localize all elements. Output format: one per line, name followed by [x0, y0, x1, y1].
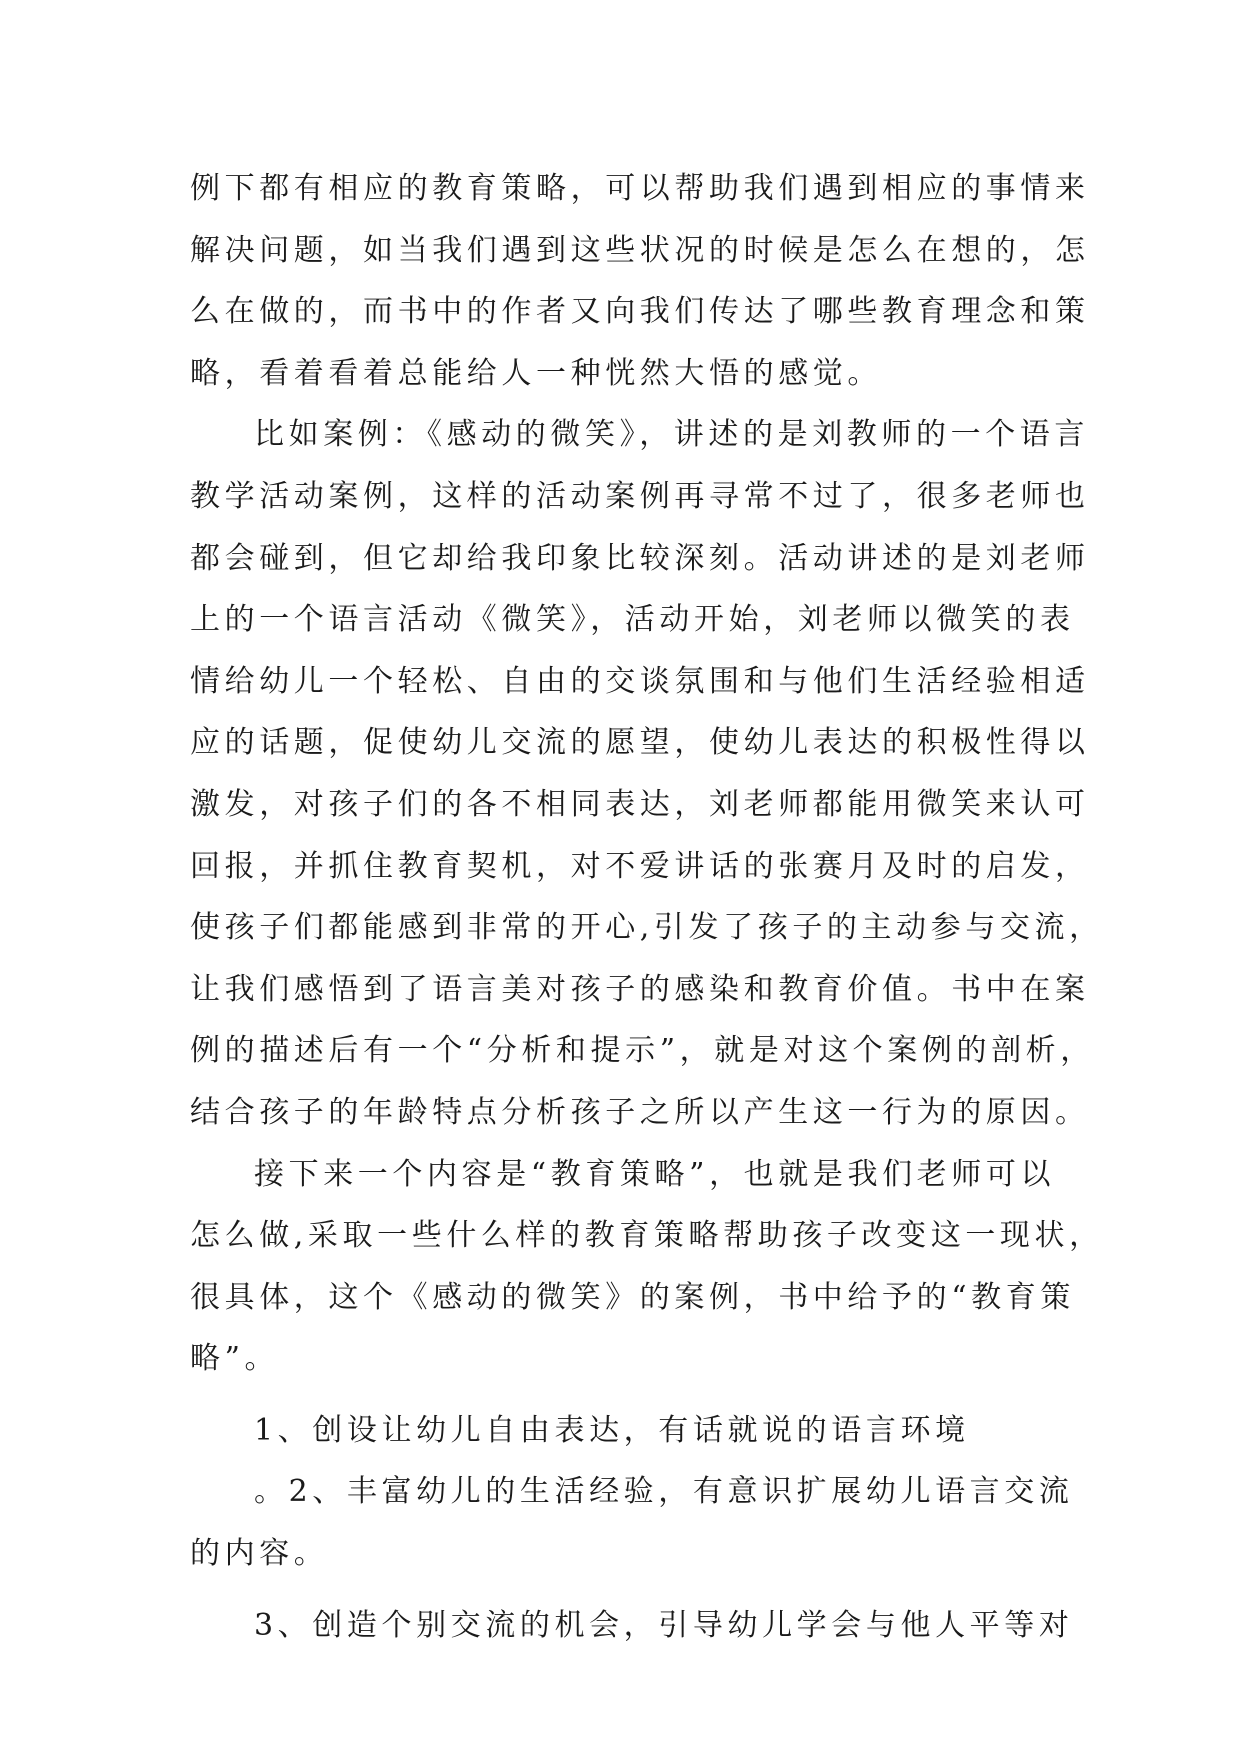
text-line: 的内容。 — [190, 1536, 329, 1572]
text-line: 例下都有相应的教育策略，可以帮助我们遇到相应的事情来 — [190, 171, 1090, 206]
text-line: 教学活动案例，这样的活动案例再寻常不过了，很多老师也 — [190, 478, 1090, 514]
paragraph-first-line: 接下来一个内容是“教育策略”，也就是我们老师可以 — [254, 1156, 1056, 1192]
text-line: 怎么做,采取一些什么样的教育策略帮助孩子改变这一现状， — [190, 1218, 1104, 1254]
body-text — [190, 158, 1104, 1656]
text-line: 都会碰到，但它却给我印象比较深刻。活动讲述的是刘老师 — [190, 540, 1090, 576]
text-line: 应的话题，促使幼儿交流的愿望，使幼儿表达的积极性得以 — [190, 725, 1090, 761]
text-line: 略”。 — [190, 1341, 280, 1377]
text-line: 使孩子们都能感到非常的开心,引发了孩子的主动参与交流， — [190, 910, 1104, 946]
text-line: 情给幼儿一个轻松、自由的交谈氛围和与他们生活经验相适 — [190, 663, 1090, 699]
text-line: 例的描述后有一个“分析和提示”，就是对这个案例的剖析， — [190, 1033, 1095, 1069]
paragraph-first-line: 比如案例：《感动的微笑》，讲述的是刘教师的一个语言 — [254, 417, 1089, 453]
text-line: 么在做的，而书中的作者又向我们传达了哪些教育理念和策 — [190, 294, 1090, 330]
list-item: 3、创造个别交流的机会，引导幼儿学会与他人平等对 — [254, 1607, 1074, 1643]
text-line: 激发，对孩子们的各不相同表达，刘老师都能用微笑来认可 — [190, 786, 1090, 822]
list-item: 。2、丰富幼儿的生活经验，有意识扩展幼儿语言交流 — [254, 1474, 1074, 1510]
list-item: 1、创设让幼儿自由表达，有话就说的语言环境 — [254, 1412, 970, 1448]
text-line: 略，看着看着总能给人一种恍然大悟的感觉。 — [190, 355, 882, 391]
text-line: 上的一个语言活动《微笑》，活动开始，刘老师以微笑的表 — [190, 602, 1075, 638]
text-line: 让我们感悟到了语言美对孩子的感染和教育价值。书中在案 — [190, 971, 1090, 1007]
text-line: 解决问题，如当我们遇到这些状况的时候是怎么在想的，怎 — [190, 232, 1090, 268]
text-line: 结合孩子的年龄特点分析孩子之所以产生这一行为的原因。 — [190, 1094, 1090, 1130]
text-line: 回报，并抓住教育契机，对不爱讲话的张赛月及时的启发， — [190, 848, 1090, 884]
text-line: 很具体，这个《感动的微笑》的案例，书中给予的“教育策 — [190, 1279, 1075, 1315]
